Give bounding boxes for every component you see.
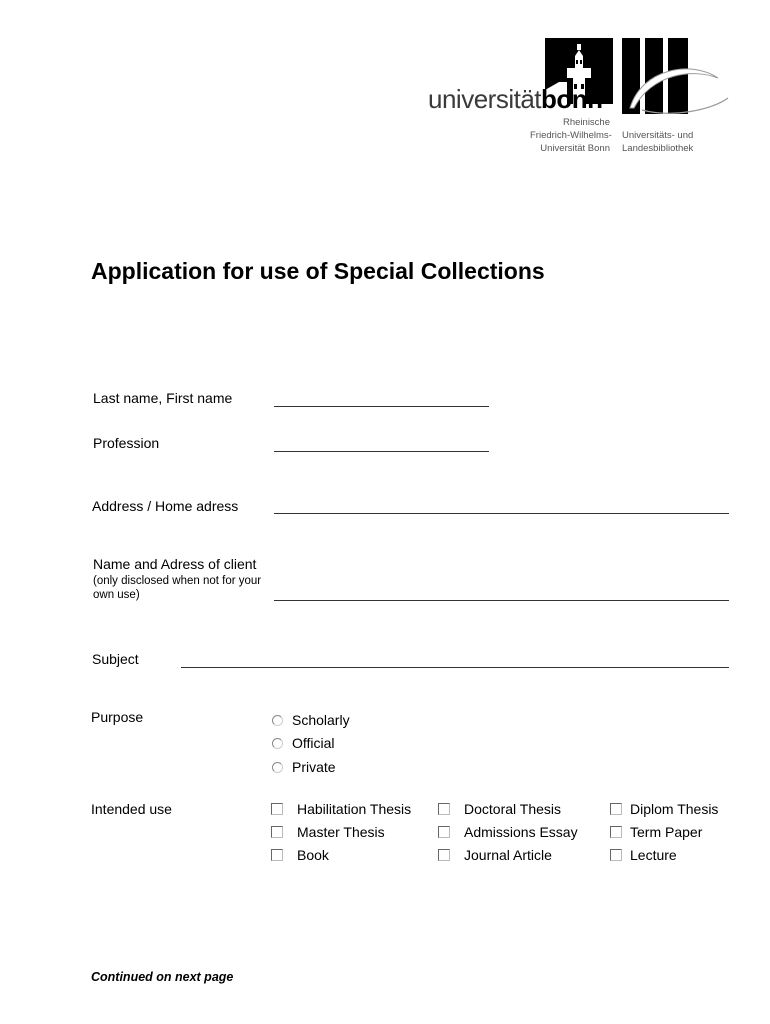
use-option-label: Habilitation Thesis [297,801,412,817]
sub-left-line-2: Friedrich-Wilhelms- [530,130,612,141]
use-option-habilitation-thesis[interactable] [271,801,411,817]
profession-label: Profession [93,435,160,451]
use-option-label: Diplom Thesis [630,801,719,817]
checkbox-icon[interactable] [271,826,283,838]
page-title: Application for use of Special Collections [91,258,545,284]
purpose-option-label: Scholarly [292,712,350,728]
use-option-label: Term Paper [630,824,703,840]
purpose-option-official[interactable] [272,735,335,751]
use-option-master-thesis[interactable] [271,824,385,840]
use-option-journal-article[interactable] [438,847,552,863]
use-option-label: Master Thesis [297,824,385,840]
intended-use-label: Intended use [91,801,172,817]
sub-right-line-1: Universitäts- und [622,130,694,141]
use-option-label: Journal Article [464,847,552,863]
use-option-doctoral-thesis[interactable] [438,801,561,817]
radio-icon[interactable] [272,762,283,773]
library-bars-logo-icon [622,38,730,118]
university-subtitle [530,116,610,155]
checkbox-icon[interactable] [271,849,283,861]
purpose-option-label: Private [292,759,336,775]
use-option-label: Doctoral Thesis [464,801,562,817]
checkbox-icon[interactable] [438,826,450,838]
purpose-option-scholarly[interactable] [272,712,350,728]
checkbox-icon[interactable] [610,803,622,815]
purpose-option-label: Official [292,735,335,751]
client-field[interactable] [274,600,729,601]
use-option-label: Lecture [630,847,677,863]
use-option-label: Admissions Essay [464,824,578,840]
logo-wordmark [428,86,603,112]
checkbox-icon[interactable] [438,849,450,861]
client-label: Name and Adress of client [93,556,257,572]
checkbox-icon[interactable] [610,849,622,861]
checkbox-icon[interactable] [610,826,622,838]
purpose-option-private[interactable] [272,759,336,775]
logo-word-bold: bonn [541,84,603,114]
sub-left-line-1: Rheinische [563,117,610,128]
use-option-term-paper[interactable] [610,824,702,840]
sub-left-line-3: Universität Bonn [540,143,610,154]
sub-right-line-2: Landesbibliothek [622,143,694,154]
library-subtitle [622,129,693,155]
client-note: (only disclosed when not for your own use) [93,575,262,601]
address-field[interactable] [274,513,729,514]
use-option-label: Book [297,847,329,863]
name-field[interactable] [274,406,489,407]
use-option-lecture[interactable] [610,847,677,863]
subject-field[interactable] [181,667,729,668]
name-label: Last name, First name [93,390,233,406]
use-option-diplom-thesis[interactable] [610,801,718,817]
subject-label: Subject [92,651,139,667]
use-option-book[interactable] [271,847,329,863]
profession-field[interactable] [274,451,489,452]
use-option-admissions-essay[interactable] [438,824,578,840]
logo-word-light: universität [428,84,541,114]
continued-note: Continued on next page [91,970,234,984]
checkbox-icon[interactable] [438,803,450,815]
checkbox-icon[interactable] [271,803,283,815]
address-label: Address / Home adress [92,498,239,514]
radio-icon[interactable] [272,715,283,726]
radio-icon[interactable] [272,738,283,749]
purpose-label: Purpose [91,709,144,725]
